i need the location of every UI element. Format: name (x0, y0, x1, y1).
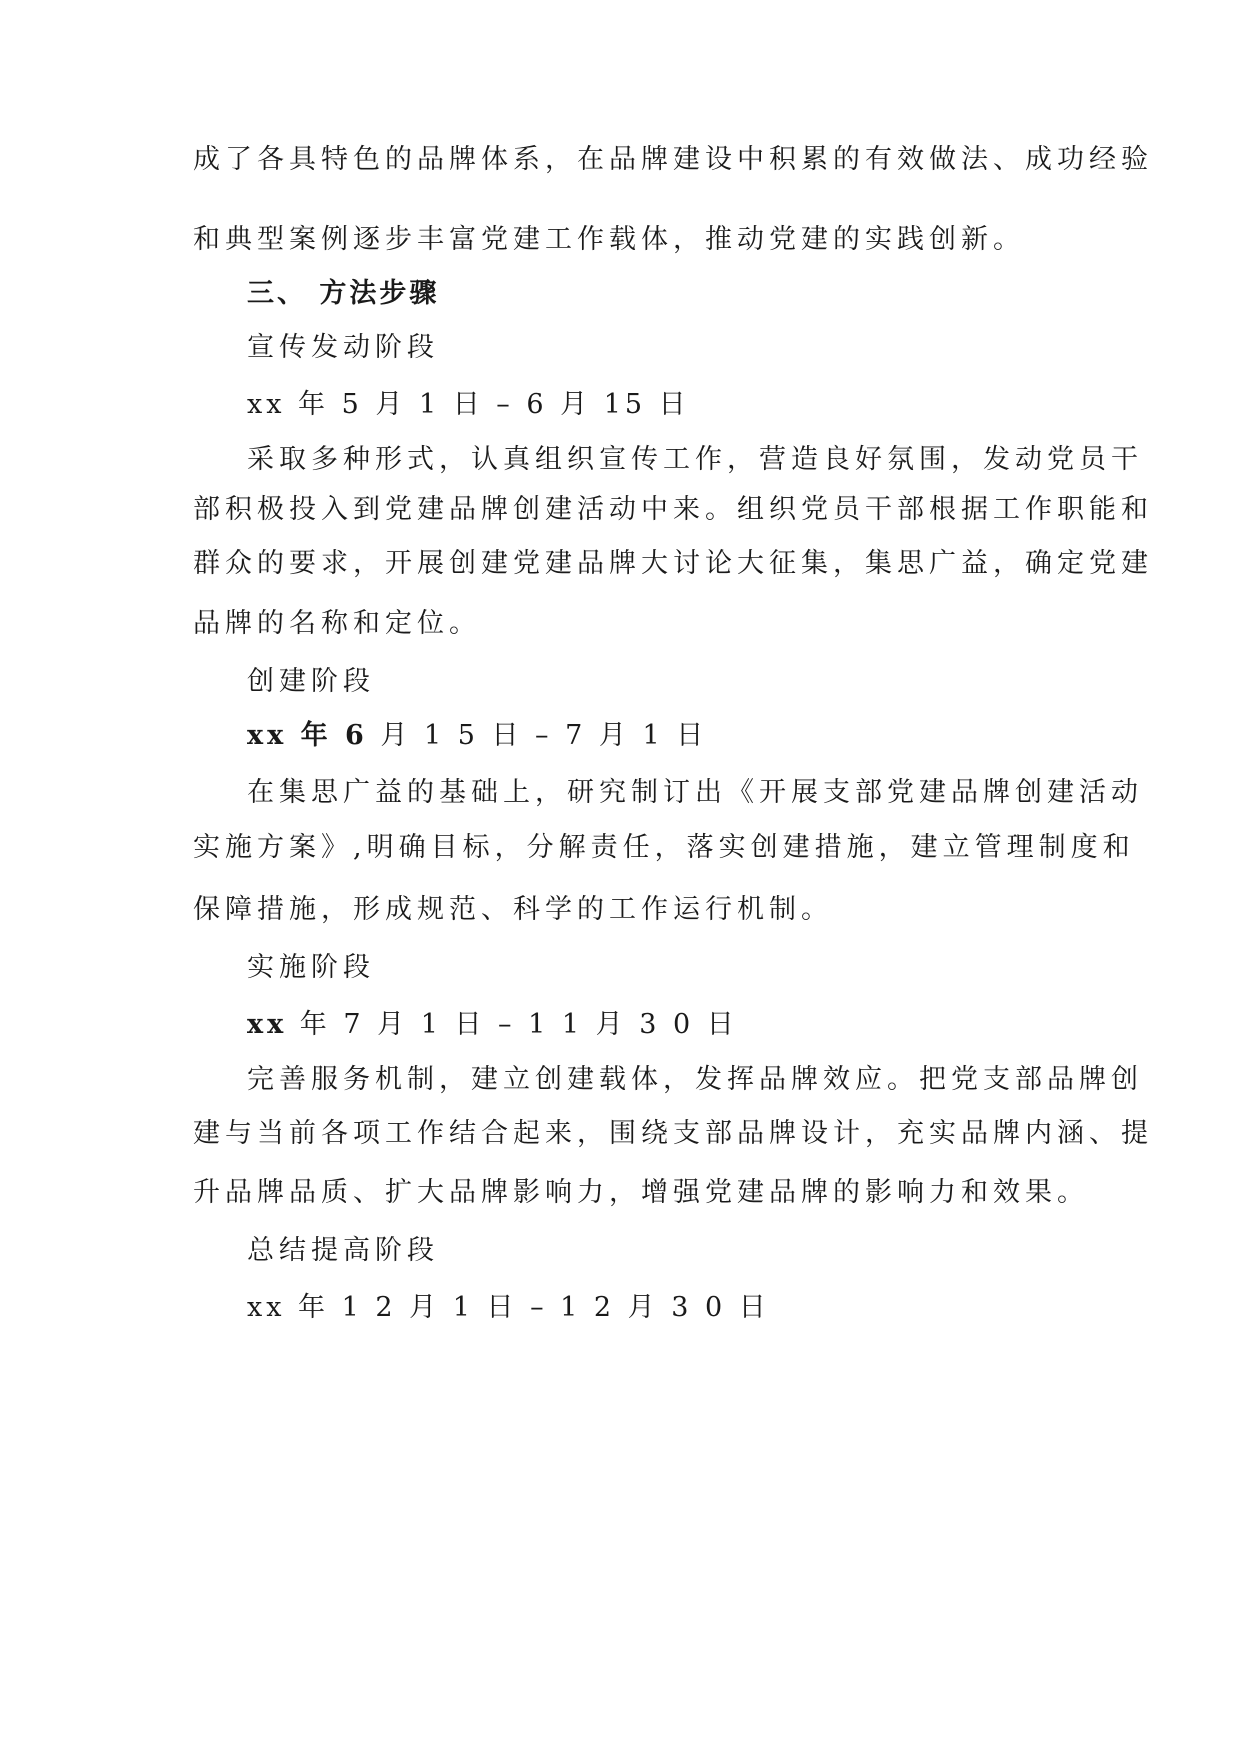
section-heading: 三、 方法步骤 (247, 278, 440, 309)
paragraph-line: 部积极投入到党建品牌创建活动中来。组织党员干部根据工作职能和 (193, 494, 1153, 525)
paragraph-line: 在集思广益的基础上，研究制订出《开展支部党建品牌创建活动 (247, 777, 1143, 808)
stage-date: xx 年 1 2 月 1 日 – 1 2 月 3 0 日 (247, 1292, 770, 1323)
stage-date (247, 1007, 738, 1043)
paragraph-line: 采取多种形式，认真组织宣传工作，营造良好氛围，发动党员干 (247, 444, 1143, 475)
stage-title: 实施阶段 (247, 952, 375, 983)
stage-date-rest: 月 1 5 日 – 7 月 1 日 (367, 720, 708, 751)
stage-date: xx 年 5 月 1 日 – 6 月 15 日 (247, 389, 690, 420)
paragraph-line: 和典型案例逐步丰富党建工作载体，推动党建的实践创新。 (193, 224, 1025, 255)
paragraph-line: 完善服务机制，建立创建载体，发挥品牌效应。把党支部品牌创 (247, 1064, 1143, 1095)
stage-title: 总结提高阶段 (247, 1235, 439, 1266)
stage-date-rest: 年 7 月 1 日 – 1 1 月 3 0 日 (287, 1009, 738, 1040)
paragraph-line: 保障措施，形成规范、科学的工作运行机制。 (193, 894, 833, 925)
paragraph-line: 群众的要求，开展创建党建品牌大讨论大征集，集思广益，确定党建 (193, 548, 1153, 579)
paragraph-line: 建与当前各项工作结合起来，围绕支部品牌设计，充实品牌内涵、提 (193, 1118, 1153, 1149)
paragraph-line: 升品牌品质、扩大品牌影响力，增强党建品牌的影响力和效果。 (193, 1177, 1089, 1208)
stage-date-bold: xx 年 6 (247, 720, 368, 751)
stage-title: 创建阶段 (247, 666, 375, 697)
paragraph-line: 品牌的名称和定位。 (193, 608, 481, 639)
paragraph-line: 成了各具特色的品牌体系，在品牌建设中积累的有效做法、成功经验 (193, 144, 1153, 175)
paragraph-line: 实施方案》,明确目标，分解责任，落实创建措施，建立管理制度和 (193, 832, 1135, 863)
stage-title: 宣传发动阶段 (247, 332, 439, 363)
stage-date (247, 718, 707, 754)
stage-date-bold: xx (247, 1009, 288, 1040)
